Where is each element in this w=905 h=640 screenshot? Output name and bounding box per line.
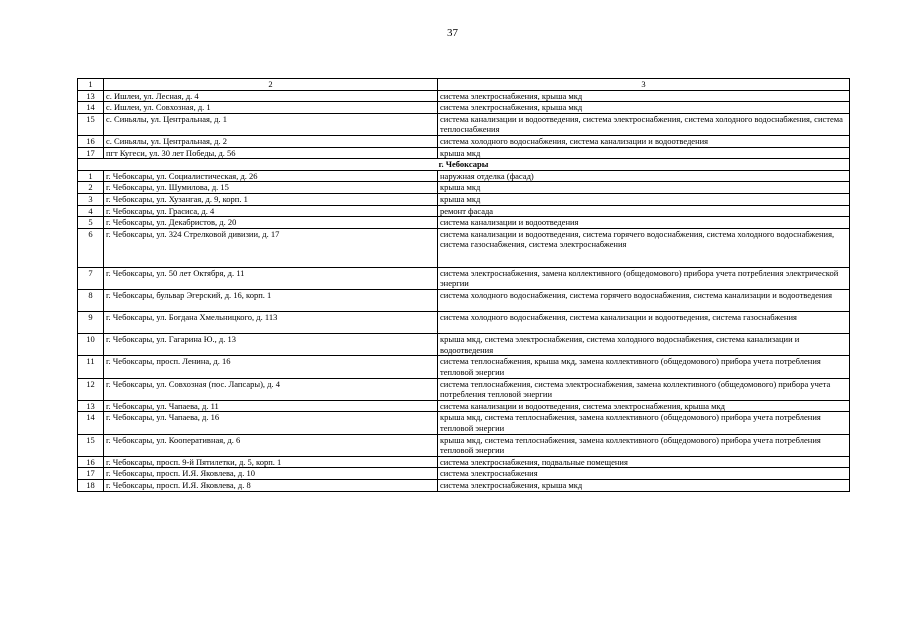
- row-address: с. Синьялы, ул. Центральная, д. 1: [104, 113, 438, 135]
- row-systems: система электроснабжения: [438, 468, 850, 480]
- row-address: г. Чебоксары, ул. Совхозная (пос. Лапсары), д. 4: [104, 378, 438, 400]
- row-number: 16: [78, 456, 104, 468]
- row-systems: крыша мкд: [438, 193, 850, 205]
- table-row: [78, 205, 850, 217]
- row-number: 14: [78, 412, 104, 434]
- row-systems: система холодного водоснабжения, система горячего водоснабжения, система канализации и водоотведения: [438, 289, 850, 311]
- row-number: 7: [78, 267, 104, 289]
- row-number: 2: [78, 182, 104, 194]
- row-systems: крыша мкд, система теплоснабжения, замена коллективного (общедомового) прибора учета потребления тепловой энергии: [438, 412, 850, 434]
- table-row: [78, 147, 850, 159]
- table-row: [78, 267, 850, 289]
- row-number: 12: [78, 378, 104, 400]
- row-address: г. Чебоксары, просп. 9-й Пятилетки, д. 5, корп. 1: [104, 456, 438, 468]
- row-address: с. Синьялы, ул. Центральная, д. 2: [104, 135, 438, 147]
- row-address: с. Ишлеи, ул. Лесная, д. 4: [104, 90, 438, 102]
- row-address: г. Чебоксары, ул. 324 Стрелковой дивизии, д. 17: [104, 228, 438, 267]
- row-systems: крыша мкд, система теплоснабжения, замена коллективного (общедомового) прибора учета потребления тепловой энергии: [438, 434, 850, 456]
- row-address: г. Чебоксары, ул. Грасиса, д. 4: [104, 205, 438, 217]
- row-systems: наружная отделка (фасад): [438, 170, 850, 182]
- row-number: 15: [78, 113, 104, 135]
- row-systems: система электроснабжения, крыша мкд: [438, 90, 850, 102]
- table-row: [78, 228, 850, 267]
- table-row: [78, 217, 850, 229]
- table-row: [78, 334, 850, 356]
- table-row: [78, 90, 850, 102]
- header-col-1: 1: [78, 79, 104, 91]
- row-address: с. Ишлеи, ул. Совхозная, д. 1: [104, 102, 438, 114]
- table-row: [78, 113, 850, 135]
- row-systems: система холодного водоснабжения, система канализации и водоотведения, система газоснабжения: [438, 312, 850, 334]
- row-number: 6: [78, 228, 104, 267]
- row-systems: система теплоснабжения, система электроснабжения, замена коллективного (общедомового) прибора учета потребления тепловой энергии: [438, 378, 850, 400]
- table-row: [78, 289, 850, 311]
- row-systems: система канализации и водоотведения, система электроснабжения, крыша мкд: [438, 400, 850, 412]
- row-number: 10: [78, 334, 104, 356]
- row-number: 1: [78, 170, 104, 182]
- row-number: 3: [78, 193, 104, 205]
- table-row: [78, 434, 850, 456]
- row-address: г. Чебоксары, ул. Чапаева, д. 16: [104, 412, 438, 434]
- table-header-row: [78, 79, 850, 91]
- row-address: г. Чебоксары, ул. Социалистическая, д. 26: [104, 170, 438, 182]
- table-row: [78, 456, 850, 468]
- table-row: [78, 480, 850, 492]
- row-number: 15: [78, 434, 104, 456]
- row-number: 18: [78, 480, 104, 492]
- row-address: г. Чебоксары, ул. 50 лет Октября, д. 11: [104, 267, 438, 289]
- row-address: г. Чебоксары, просп. И.Я. Яковлева, д. 8: [104, 480, 438, 492]
- row-address: г. Чебоксары, бульвар Эгерский, д. 16, корп. 1: [104, 289, 438, 311]
- table-row: [78, 400, 850, 412]
- row-systems: крыша мкд: [438, 182, 850, 194]
- page-number: 37: [447, 27, 458, 39]
- row-number: 5: [78, 217, 104, 229]
- row-systems: ремонт фасада: [438, 205, 850, 217]
- row-number: 11: [78, 356, 104, 378]
- row-number: 16: [78, 135, 104, 147]
- row-address: г. Чебоксары, ул. Шумилова, д. 15: [104, 182, 438, 194]
- section-row: [78, 159, 850, 171]
- row-address: г. Чебоксары, ул. Гагарина Ю., д. 13: [104, 334, 438, 356]
- row-address: г. Чебоксары, ул. Декабристов, д. 20: [104, 217, 438, 229]
- row-number: 13: [78, 400, 104, 412]
- table-row: [78, 356, 850, 378]
- table-row: [78, 378, 850, 400]
- document-table: [77, 78, 850, 492]
- row-systems: система электроснабжения, крыша мкд: [438, 102, 850, 114]
- table-row: [78, 135, 850, 147]
- row-address: г. Чебоксары, ул. Богдана Хмельницкого, д. 113: [104, 312, 438, 334]
- row-address: пгт Кугеси, ул. 30 лет Победы, д. 56: [104, 147, 438, 159]
- row-number: 9: [78, 312, 104, 334]
- row-address: г. Чебоксары, ул. Кооперативная, д. 6: [104, 434, 438, 456]
- section-title: г. Чебоксары: [78, 159, 850, 171]
- row-address: г. Чебоксары, ул. Хузангая, д. 9, корп. 1: [104, 193, 438, 205]
- table-row: [78, 182, 850, 194]
- row-number: 4: [78, 205, 104, 217]
- row-number: 14: [78, 102, 104, 114]
- table-row: [78, 312, 850, 334]
- row-systems: система канализации и водоотведения, система горячего водоснабжения, система холодного водоснабжения, система газоснабжения, система электроснабжения: [438, 228, 850, 267]
- row-number: 17: [78, 468, 104, 480]
- table-row: [78, 412, 850, 434]
- row-address: г. Чебоксары, просп. И.Я. Яковлева, д. 10: [104, 468, 438, 480]
- table-row: [78, 170, 850, 182]
- row-systems: система электроснабжения, подвальные помещения: [438, 456, 850, 468]
- table-row: [78, 102, 850, 114]
- row-number: 8: [78, 289, 104, 311]
- row-systems: система канализации и водоотведения: [438, 217, 850, 229]
- table-row: [78, 193, 850, 205]
- row-address: г. Чебоксары, просп. Ленина, д. 16: [104, 356, 438, 378]
- table-row: [78, 468, 850, 480]
- header-col-2: 2: [104, 79, 438, 91]
- row-systems: крыша мкд: [438, 147, 850, 159]
- row-systems: система электроснабжения, замена коллективного (общедомового) прибора учета потребления электрической энергии: [438, 267, 850, 289]
- header-col-3: 3: [438, 79, 850, 91]
- row-systems: крыша мкд, система электроснабжения, система холодного водоснабжения, система канализации и водоотведения: [438, 334, 850, 356]
- row-systems: система теплоснабжения, крыша мкд, замена коллективного (общедомового) прибора учета потребления тепловой энергии: [438, 356, 850, 378]
- row-systems: система холодного водоснабжения, система канализации и водоотведения: [438, 135, 850, 147]
- row-address: г. Чебоксары, ул. Чапаева, д. 11: [104, 400, 438, 412]
- row-number: 13: [78, 90, 104, 102]
- row-systems: система электроснабжения, крыша мкд: [438, 480, 850, 492]
- row-systems: система канализации и водоотведения, система электроснабжения, система холодного водоснабжения, система теплоснабжения: [438, 113, 850, 135]
- row-number: 17: [78, 147, 104, 159]
